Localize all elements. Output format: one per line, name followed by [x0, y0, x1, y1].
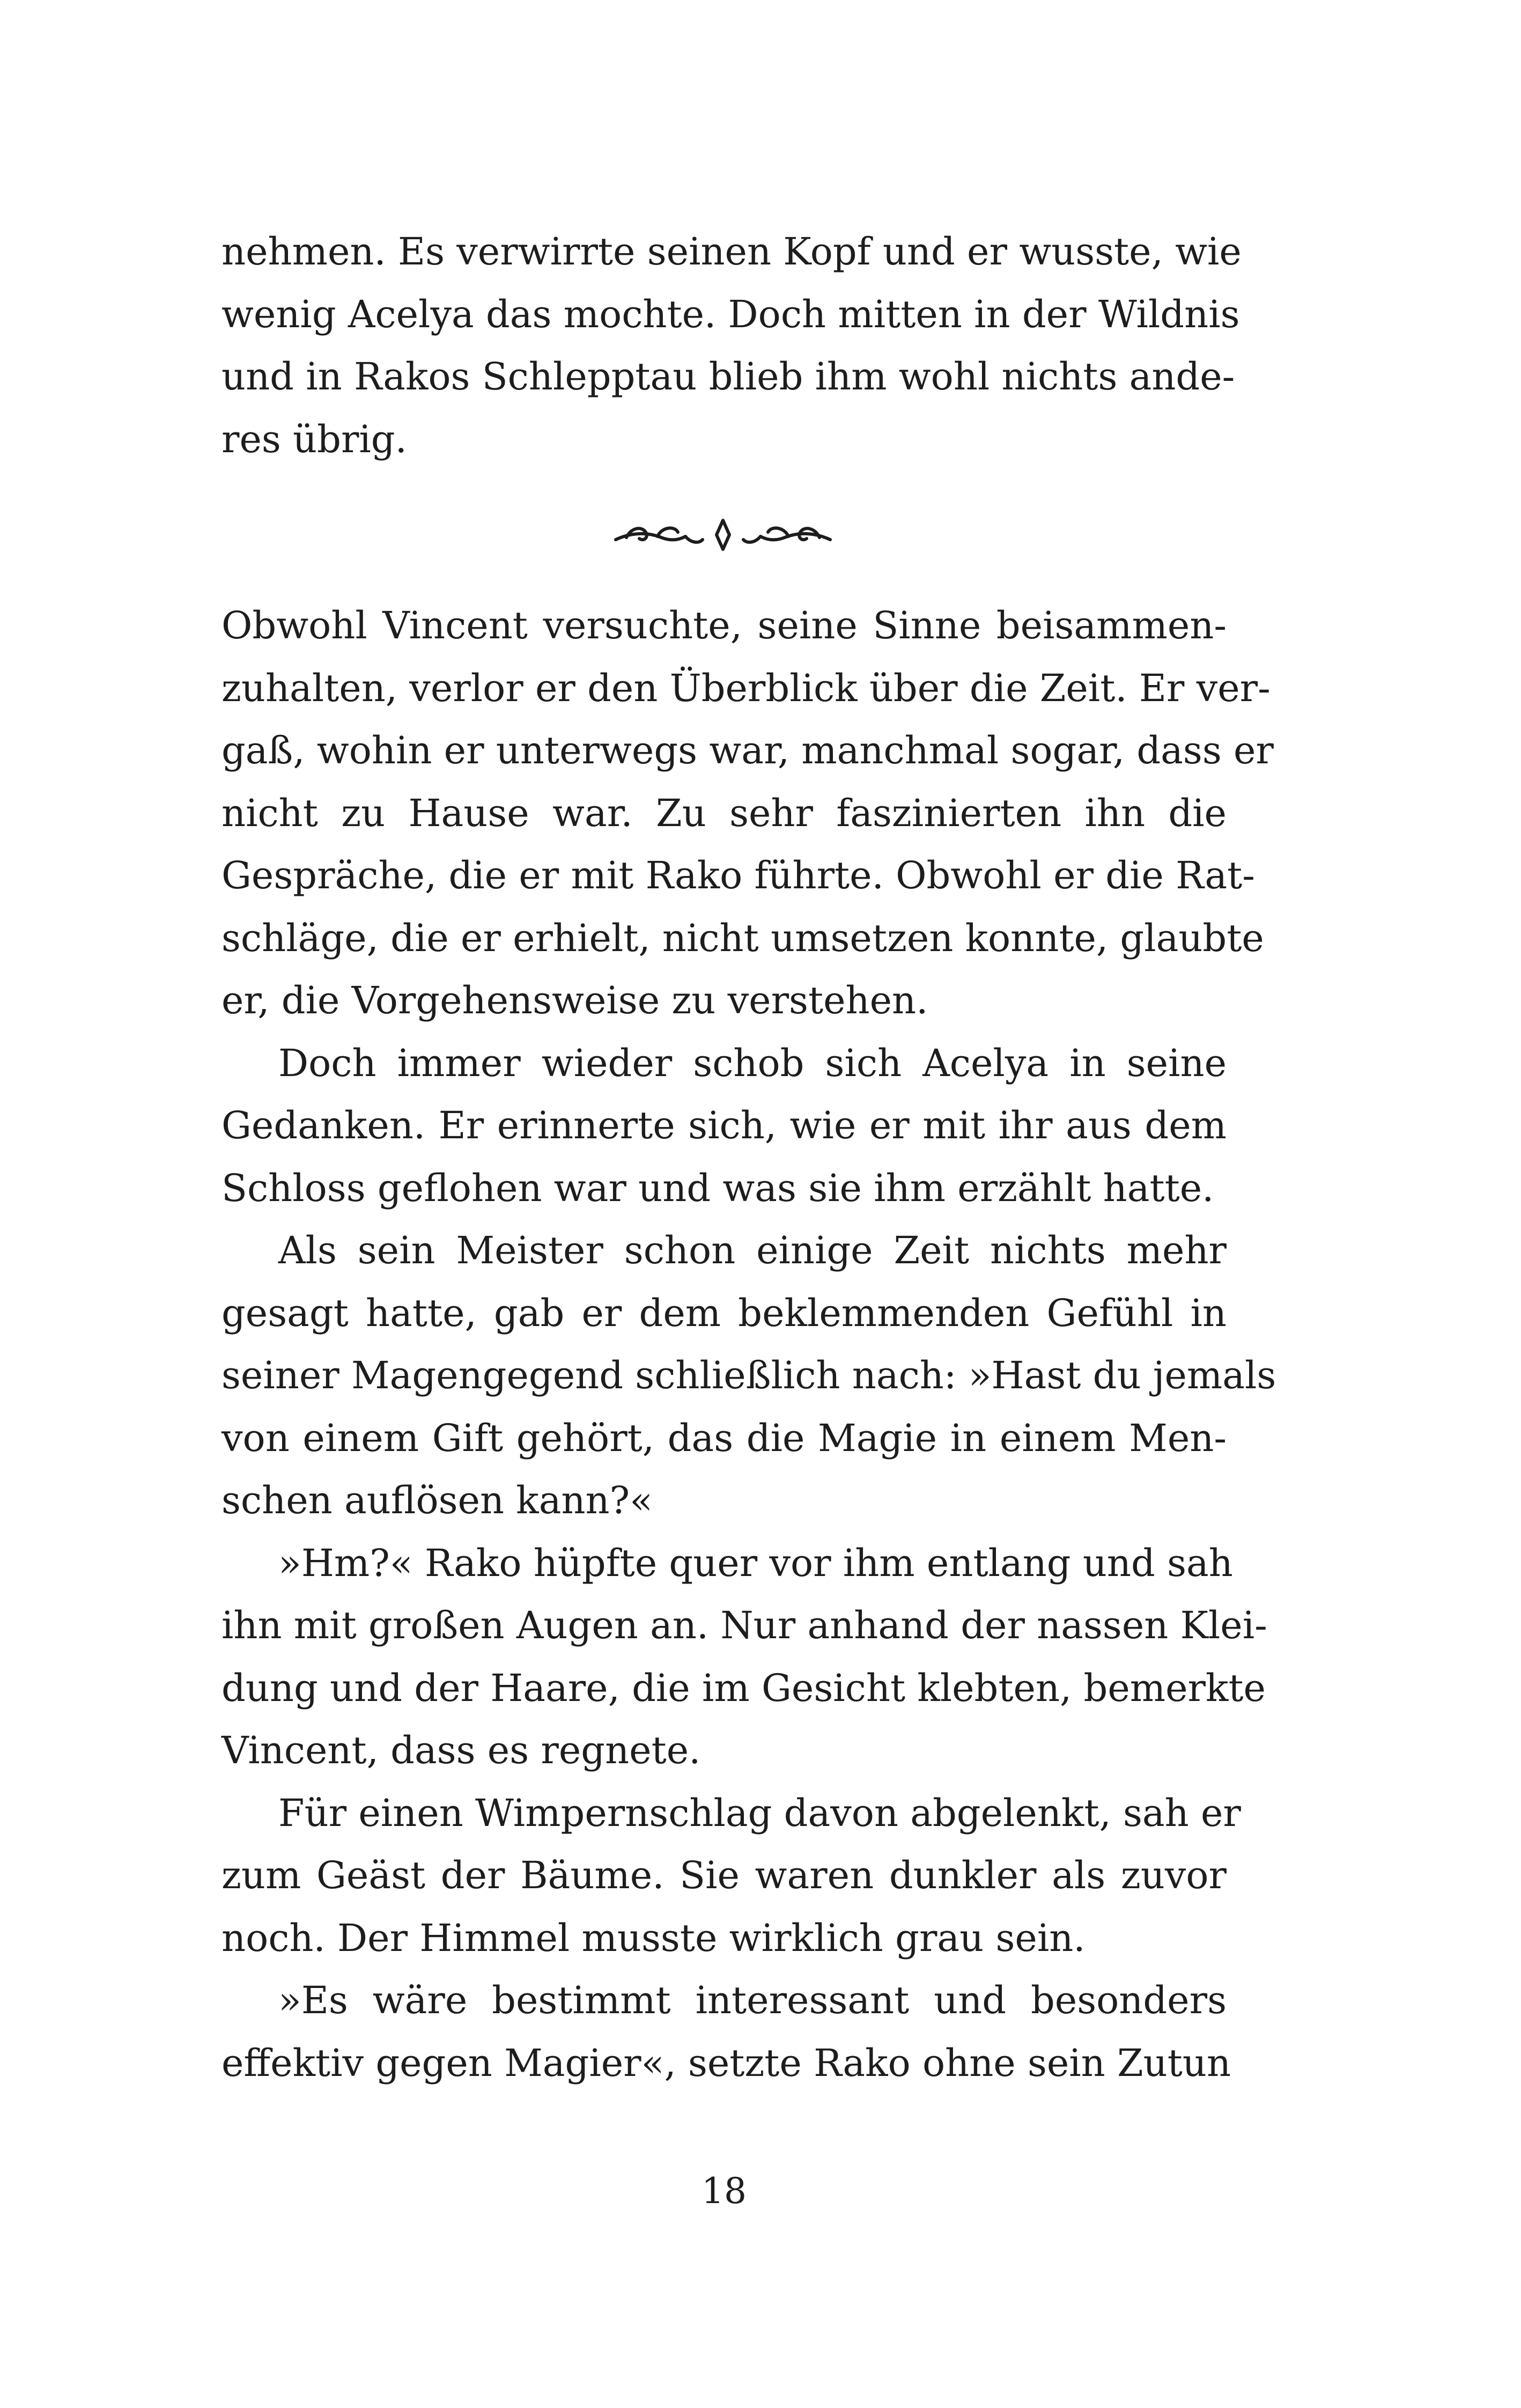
paragraph [221, 1219, 1276, 1532]
text-line: und in Rakos Schlepptau blieb ihm wohl nichts ande- [221, 355, 1235, 399]
text-line: Gespräche, die er mit Rako führte. Obwohl er die Rat- [221, 853, 1255, 897]
text-line: Schloss geflohen war und was sie ihm erzählt hatte. [221, 1166, 1214, 1210]
paragraph [221, 1032, 1227, 1220]
paragraph [221, 1532, 1267, 1782]
text-line: ihn mit großen Augen an. Nur anhand der nassen Klei- [221, 1603, 1267, 1647]
paragraphs-before-break [221, 220, 1242, 470]
text-line: Obwohl Vincent versuchte, seine Sinne beisammen- [221, 603, 1227, 647]
text-line: von einem Gift gehört, das die Magie in einem Men- [221, 1416, 1227, 1460]
text-line: zum Geäst der Bäume. Sie waren dunkler als zuvor [221, 1853, 1227, 1897]
text-line: effektiv gegen Magier«, setzte Rako ohne sein Zutun [221, 2041, 1231, 2085]
text-line: Als sein Meister schon einige Zeit nichts mehr [278, 1228, 1227, 1272]
text-line: schläge, die er erhielt, nicht umsetzen konnte, glaubte [221, 916, 1264, 960]
text-line: res übrig. [221, 417, 407, 461]
floral-divider-icon [610, 516, 836, 554]
paragraph [221, 1782, 1241, 1970]
paragraph [221, 594, 1274, 1032]
paragraphs-after-break [221, 594, 1276, 2094]
text-line: dung und der Haare, die im Gesicht klebten, bemerkte [221, 1666, 1266, 1710]
text-line: seiner Magengegend schließlich nach: »Hast du jemals [221, 1353, 1276, 1397]
text-line: »Es wäre bestimmt interessant und besonders [278, 1978, 1227, 2022]
text-line: schen auflösen kann?« [221, 1478, 653, 1522]
text-line: nicht zu Hause war. Zu sehr faszinierten ihn die [221, 791, 1227, 835]
text-line: er, die Vorgehensweise zu verstehen. [221, 978, 928, 1022]
text-line: gesagt hatte, gab er dem beklemmenden Gefühl in [221, 1291, 1227, 1335]
paragraph [221, 220, 1242, 470]
text-line: Für einen Wimpernschlag davon abgelenkt, sah er [278, 1791, 1241, 1835]
text-line: zuhalten, verlor er den Überblick über die Zeit. Er ver- [221, 666, 1271, 710]
text-line: Vincent, dass es regnete. [221, 1728, 701, 1772]
text-line: Gedanken. Er erinnerte sich, wie er mit ihr aus dem [221, 1103, 1227, 1147]
page-number: 18 [702, 2170, 747, 2212]
text-line: gaß, wohin er unterwegs war, manchmal sogar, dass er [221, 728, 1274, 772]
paragraph [221, 1969, 1231, 2094]
text-line: nehmen. Es verwirrte seinen Kopf und er wusste, wie [221, 230, 1242, 274]
text-line: wenig Acelya das mochte. Doch mitten in der Wildnis [221, 292, 1240, 336]
text-line: noch. Der Himmel musste wirklich grau sein. [221, 1916, 1086, 1960]
text-line: Doch immer wieder schob sich Acelya in seine [278, 1041, 1227, 1085]
text-line: »Hm?« Rako hüpfte quer vor ihm entlang und sah [278, 1541, 1233, 1585]
